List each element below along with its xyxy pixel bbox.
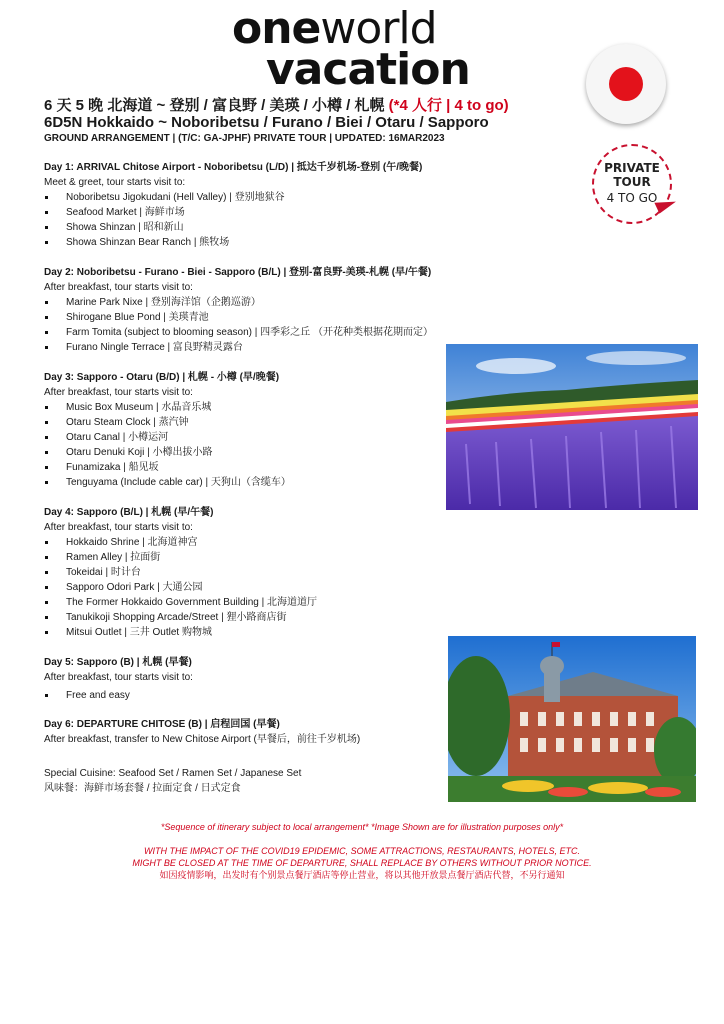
covid-notice-cn (0, 869, 724, 882)
list-item: Funamizaka | 船见坂 (44, 460, 464, 475)
day-3-section (44, 370, 464, 490)
tour-subtitle: GROUND ARRANGEMENT | (T/C: GA-JPHF) PRIVATE TOUR | UPDATED: 16MAR2023 (44, 133, 445, 144)
lavender-field-photo (446, 344, 698, 510)
list-item: Showa Shinzan | 昭和新山 (44, 220, 464, 235)
badge-line-2: TOUR (613, 175, 651, 189)
illustration-disclaimer: *Sequence of itinerary subject to local arrangement* *Image Shown are for illustration purposes only* (160, 822, 564, 832)
day-heading: Day 6: DEPARTURE CHITOSE (B) | 启程回国 (早餐) (44, 719, 280, 730)
day-heading: Day 3: Sapporo - Otaru (B/D) | 札幌 - 小樽 (早/晚餐) (44, 372, 280, 383)
day-intro: After breakfast, tour starts visit to: (44, 387, 193, 398)
list-item: Hokkaido Shrine | 北海道神宫 (44, 535, 464, 550)
tour-title-en: 6D5N Hokkaido ~ Noboribetsu / Furano / Biei / Otaru / Sapporo (44, 114, 489, 131)
day-1-section (44, 160, 464, 250)
day-2-section (44, 265, 464, 355)
list-item: Otaru Steam Clock | 蒸汽钟 (44, 415, 464, 430)
government-building-photo (448, 636, 696, 802)
special-cuisine (44, 766, 301, 796)
brand-logo (232, 3, 494, 95)
badge-line-3: 4 TO GO (606, 191, 658, 205)
list-item: Ramen Alley | 拉面街 (44, 550, 464, 565)
list-item: Music Box Museum | 水晶音乐城 (44, 400, 464, 415)
day-6-section (44, 717, 464, 747)
day-intro: Meet & greet, tour starts visit to: (44, 177, 186, 188)
list-item: Otaru Denuki Koji | 小樽出拔小路 (44, 445, 464, 460)
day-intro: After breakfast, tour starts visit to: (44, 282, 193, 293)
list-item: Marine Park Nixe | 登别海洋馆（企鹅巡游） (44, 295, 464, 310)
list-item: Tokeidai | 时计台 (44, 565, 464, 580)
list-item: Farm Tomita (subject to blooming season) | 四季彩之丘 （开花种类根据花期而定） (44, 325, 464, 340)
title-group-note: (*4 人行 | 4 to go) (388, 97, 509, 114)
list-item: Tanukikoji Shopping Arcade/Street | 狸小路商店街 (44, 610, 464, 625)
list-item: Shirogane Blue Pond | 美瑛青池 (44, 310, 464, 325)
list-item: Seafood Market | 海鲜市场 (44, 205, 464, 220)
day-heading: Day 2: Noboribetsu - Furano - Biei - Sapporo (B/L) | 登别-富良野-美瑛-札幌 (早/午餐) (44, 267, 432, 278)
list-item: Sapporo Odori Park | 大通公园 (44, 580, 464, 595)
list-item: The Former Hokkaido Government Building | 北海道道厅 (44, 595, 464, 610)
list-item: Noboribetsu Jigokudani (Hell Valley) | 登别地狱谷 (44, 190, 464, 205)
list-item: Free and easy (44, 688, 464, 703)
day-heading: Day 5: Sapporo (B) | 札幌 (早餐) (44, 657, 192, 668)
list-item: Tenguyama (Include cable car) | 天狗山（含缆车） (44, 475, 464, 490)
logo-word-vacation: vacation (266, 44, 470, 95)
day-intro: After breakfast, transfer to New Chitose Airport (早餐后，前往千岁机场) (44, 734, 361, 745)
list-item: Mitsui Outlet | 三井 Outlet 购物城 (44, 625, 464, 640)
day-intro: After breakfast, tour starts visit to: (44, 672, 193, 683)
logo-word-world: world (320, 3, 437, 54)
cuisine-en: Special Cuisine: Seafood Set / Ramen Set / Japanese Set (44, 768, 302, 779)
list-item: Otaru Canal | 小樽运河 (44, 430, 464, 445)
cuisine-cn: 风味餐：海鲜市场套餐 / 拉面定食 / 日式定食 (44, 783, 241, 794)
title-cn-text: 6 天 5 晚 北海道 ~ 登别 / 富良野 / 美瑛 / 小樽 / 札幌 (44, 97, 385, 114)
tour-title-cn (44, 94, 509, 115)
day-4-section (44, 505, 464, 640)
day-5-section (44, 655, 464, 703)
day-heading: Day 1: ARRIVAL Chitose Airport - Noboribetsu (L/D) | 抵达千岁机场-登别 (午/晚餐) (44, 162, 423, 173)
list-item: Furano Ningle Terrace | 富良野精灵露台 (44, 340, 464, 355)
logo-word-one: one (232, 3, 321, 54)
day-intro: After breakfast, tour starts visit to: (44, 522, 193, 533)
list-item: Showa Shinzan Bear Ranch | 熊牧场 (44, 235, 464, 250)
private-tour-badge (592, 144, 672, 224)
covid-notice-cn-text: 如因疫情影响，出发时有个别景点餐厅酒店等停止营业，将以其他开放景点餐厅酒店代替，不另行通知 (159, 871, 565, 881)
japan-flag-icon (586, 44, 666, 124)
covid-notice-line-2: MIGHT BE CLOSED AT THE TIME OF DEPARTURE, SHALL REPLACE BY OTHERS WITHOUT PRIOR NOTICE. (132, 858, 592, 868)
badge-line-1: PRIVATE (604, 161, 660, 175)
covid-notice-line-1: WITH THE IMPACT OF THE COVID19 EPIDEMIC, SOME ATTRACTIONS, RESTAURANTS, HOTELS, ETC. (143, 846, 581, 856)
day-heading: Day 4: Sapporo (B/L) | 札幌 (早/午餐) (44, 507, 214, 518)
